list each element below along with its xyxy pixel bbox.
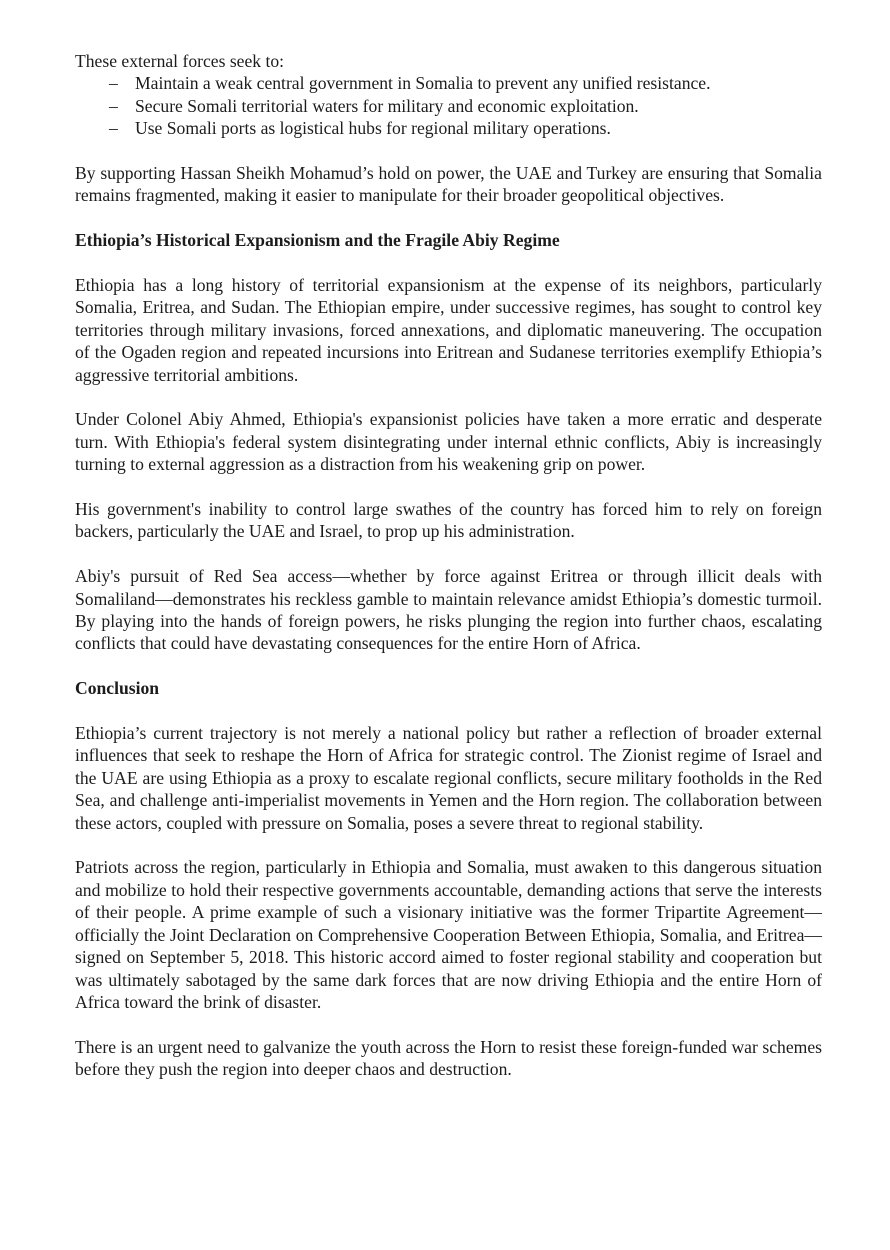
- list-item-text: Use Somali ports as logistical hubs for regional military operations.: [135, 118, 611, 139]
- body-paragraph: There is an urgent need to galvanize the youth across the Horn to resist these foreign-funded war schemes before they push the region into deeper chaos and destruction.: [75, 1036, 822, 1080]
- bullet-dash: –: [109, 73, 118, 94]
- bullet-dash: –: [109, 118, 118, 139]
- body-paragraph: Ethiopia has a long history of territorial expansionism at the expense of its neighbors, particularly Somalia, Eritrea, and Sudan. The Ethiopian empire, under successive regimes, has sought to control key territories through military invasions, forced annexations, and diplomatic maneuvering. The occupation of the Ogaden region and repeated incursions into Eritrean and Sudanese territories exemplify Ethiopia’s aggressive territorial ambitions.: [75, 275, 822, 385]
- section-heading-conclusion: Conclusion: [75, 678, 160, 699]
- list-item: [75, 95, 822, 117]
- intro-paragraph: These external forces seek to:: [75, 51, 285, 71]
- list-item-text: Maintain a weak central government in Somalia to prevent any unified resistance.: [135, 73, 711, 94]
- body-paragraph: Ethiopia’s current trajectory is not merely a national policy but rather a reflection of broader external influences that seek to reshape the Horn of Africa for strategic control. The Zionist regime of Israel and the UAE are using Ethiopia as a proxy to escalate regional conflicts, secure military footholds in the Red Sea, and challenge anti-imperialist movements in Yemen and the Horn region. The collaboration between these actors, coupled with pressure on Somalia, poses a severe threat to regional stability.: [75, 723, 822, 833]
- support-paragraph: By supporting Hassan Sheikh Mohamud’s hold on power, the UAE and Turkey are ensuring that Somalia remains fragmented, making it easier to manipulate for their broader geopolitical objectives.: [75, 163, 822, 206]
- body-paragraph: His government's inability to control large swathes of the country has forced him to rely on foreign backers, particularly the UAE and Israel, to prop up his administration.: [75, 499, 822, 542]
- body-paragraph: Patriots across the region, particularly in Ethiopia and Somalia, must awaken to this dangerous situation and mobilize to hold their respective governments accountable, demanding actions that serve the interests of their people. A prime example of such a visionary initiative was the former Tripartite Agreement—officially the Joint Declaration on Comprehensive Cooperation Between Ethiopia, Somalia, and Eritrea—signed on September 5, 2018. This historic accord aimed to foster regional stability and cooperation but was ultimately sabotaged by the same dark forces that are now driving Ethiopia and the entire Horn of Africa toward the brink of disaster.: [75, 857, 822, 1012]
- body-paragraph: Under Colonel Abiy Ahmed, Ethiopia's expansionist policies have taken a more erratic and desperate turn. With Ethiopia's federal system disintegrating under internal ethnic conflicts, Abiy is increasingly turning to external aggression as a distraction from his weakening grip on power.: [75, 409, 822, 475]
- document-page: [75, 50, 822, 1103]
- list-item: [75, 117, 822, 139]
- body-paragraph: Abiy's pursuit of Red Sea access—whether by force against Eritrea or through illicit deals with Somaliland—demonstrates his reckless gamble to maintain relevance amidst Ethiopia’s domestic turmoil. By playing into the hands of foreign powers, he risks plunging the region into further chaos, escalating conflicts that could have devastating consequences for the entire Horn of Africa.: [75, 566, 822, 654]
- bullet-dash: –: [109, 95, 118, 116]
- section-heading-ethiopia: Ethiopia’s Historical Expansionism and the Fragile Abiy Regime: [75, 230, 560, 251]
- forces-list: [75, 72, 822, 139]
- list-item: [75, 72, 822, 94]
- list-item-text: Secure Somali territorial waters for military and economic exploitation.: [135, 95, 639, 116]
